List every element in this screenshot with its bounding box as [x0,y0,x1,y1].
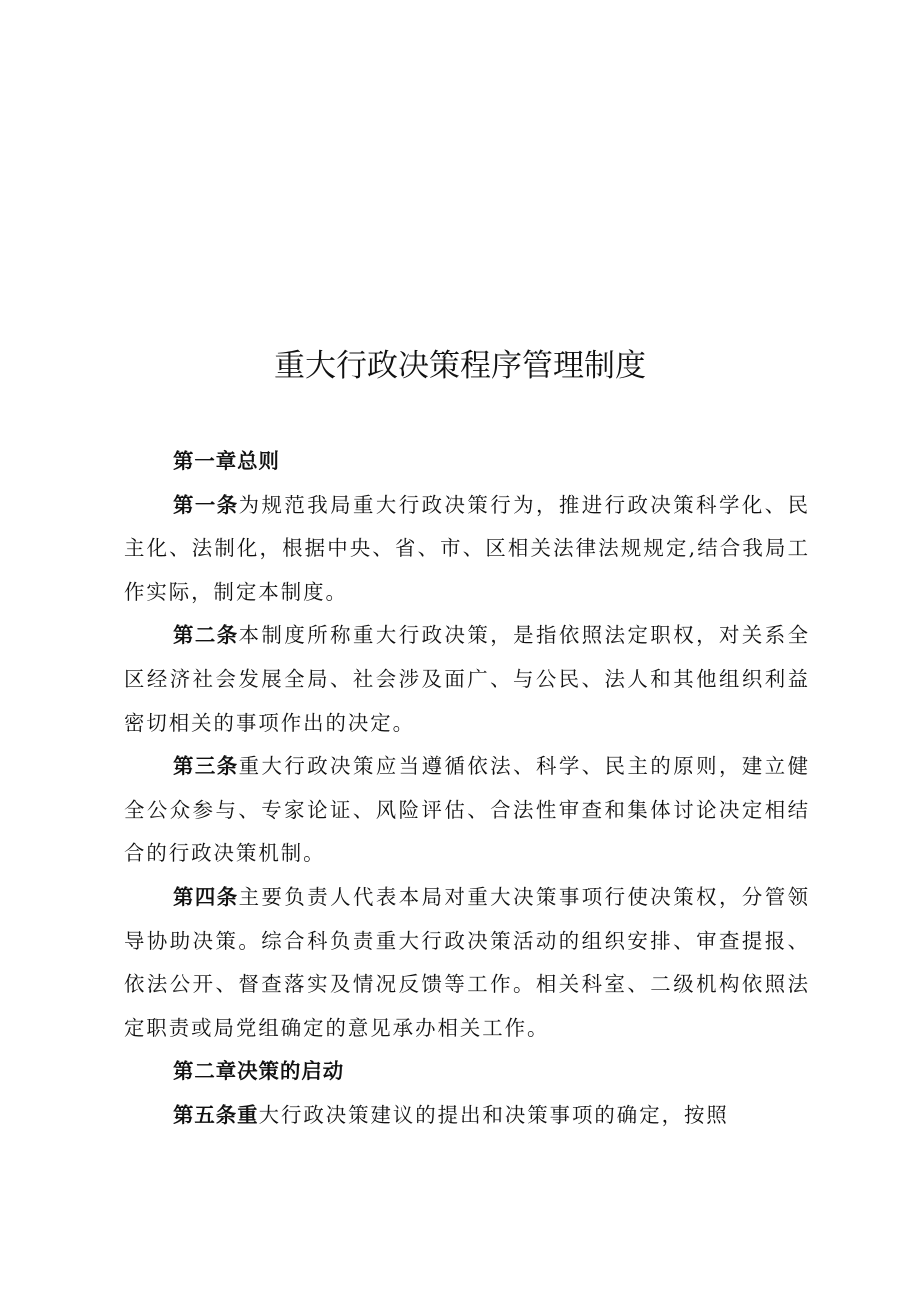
article-paragraph [124,614,810,745]
article-text: 重大行政决策应当遵循依法、科学、民主的原则，建立健全公众参与、专家论证、风险评估、合法性审查和集体讨论决定相结合的行政决策机制。 [124,754,810,866]
article-paragraph [124,745,810,876]
article-text: 大行政决策建议的提出和决策事项的确定，按照 [258,1102,729,1127]
article-paragraph [124,876,810,1050]
chapter-heading: 第一章总则 [173,449,280,473]
article-label: 第四条 [173,884,239,909]
article-paragraph [124,1094,810,1138]
article-paragraph [124,484,810,615]
article-label: 第二条 [173,623,239,648]
article-label: 第三条 [173,754,239,779]
document-title: 重大行政决策程序管理制度 [274,348,646,384]
document-body [124,440,810,1138]
chapter-heading: 第二章决策的启动 [173,1059,345,1084]
article-text: 主要负责人代表本局对重大决策事项行使决策权，分管领导协助决策。综合科负责重大行政决策活动的组织安排、审查提报、依法公开、督查落实及情况反馈等工作。相关科室、二级机构依照法定职责或局党组确定的意见承办相关工作。 [124,884,810,1040]
article-text: 本制度所称重大行政决策，是指依照法定职权，对关系全区经济社会发展全局、社会涉及面广、与公民、法人和其他组织利益密切相关的事项作出的决定。 [124,623,810,735]
article-label: 第五条重 [173,1102,259,1127]
article-text: 为规范我局重大行政决策行为，推进行政决策科学化、民主化、法制化，根据中央、省、市、区相关法律法规规定,结合我局工作实际，制定本制度。 [124,492,810,604]
article-label: 第一条 [173,492,239,517]
